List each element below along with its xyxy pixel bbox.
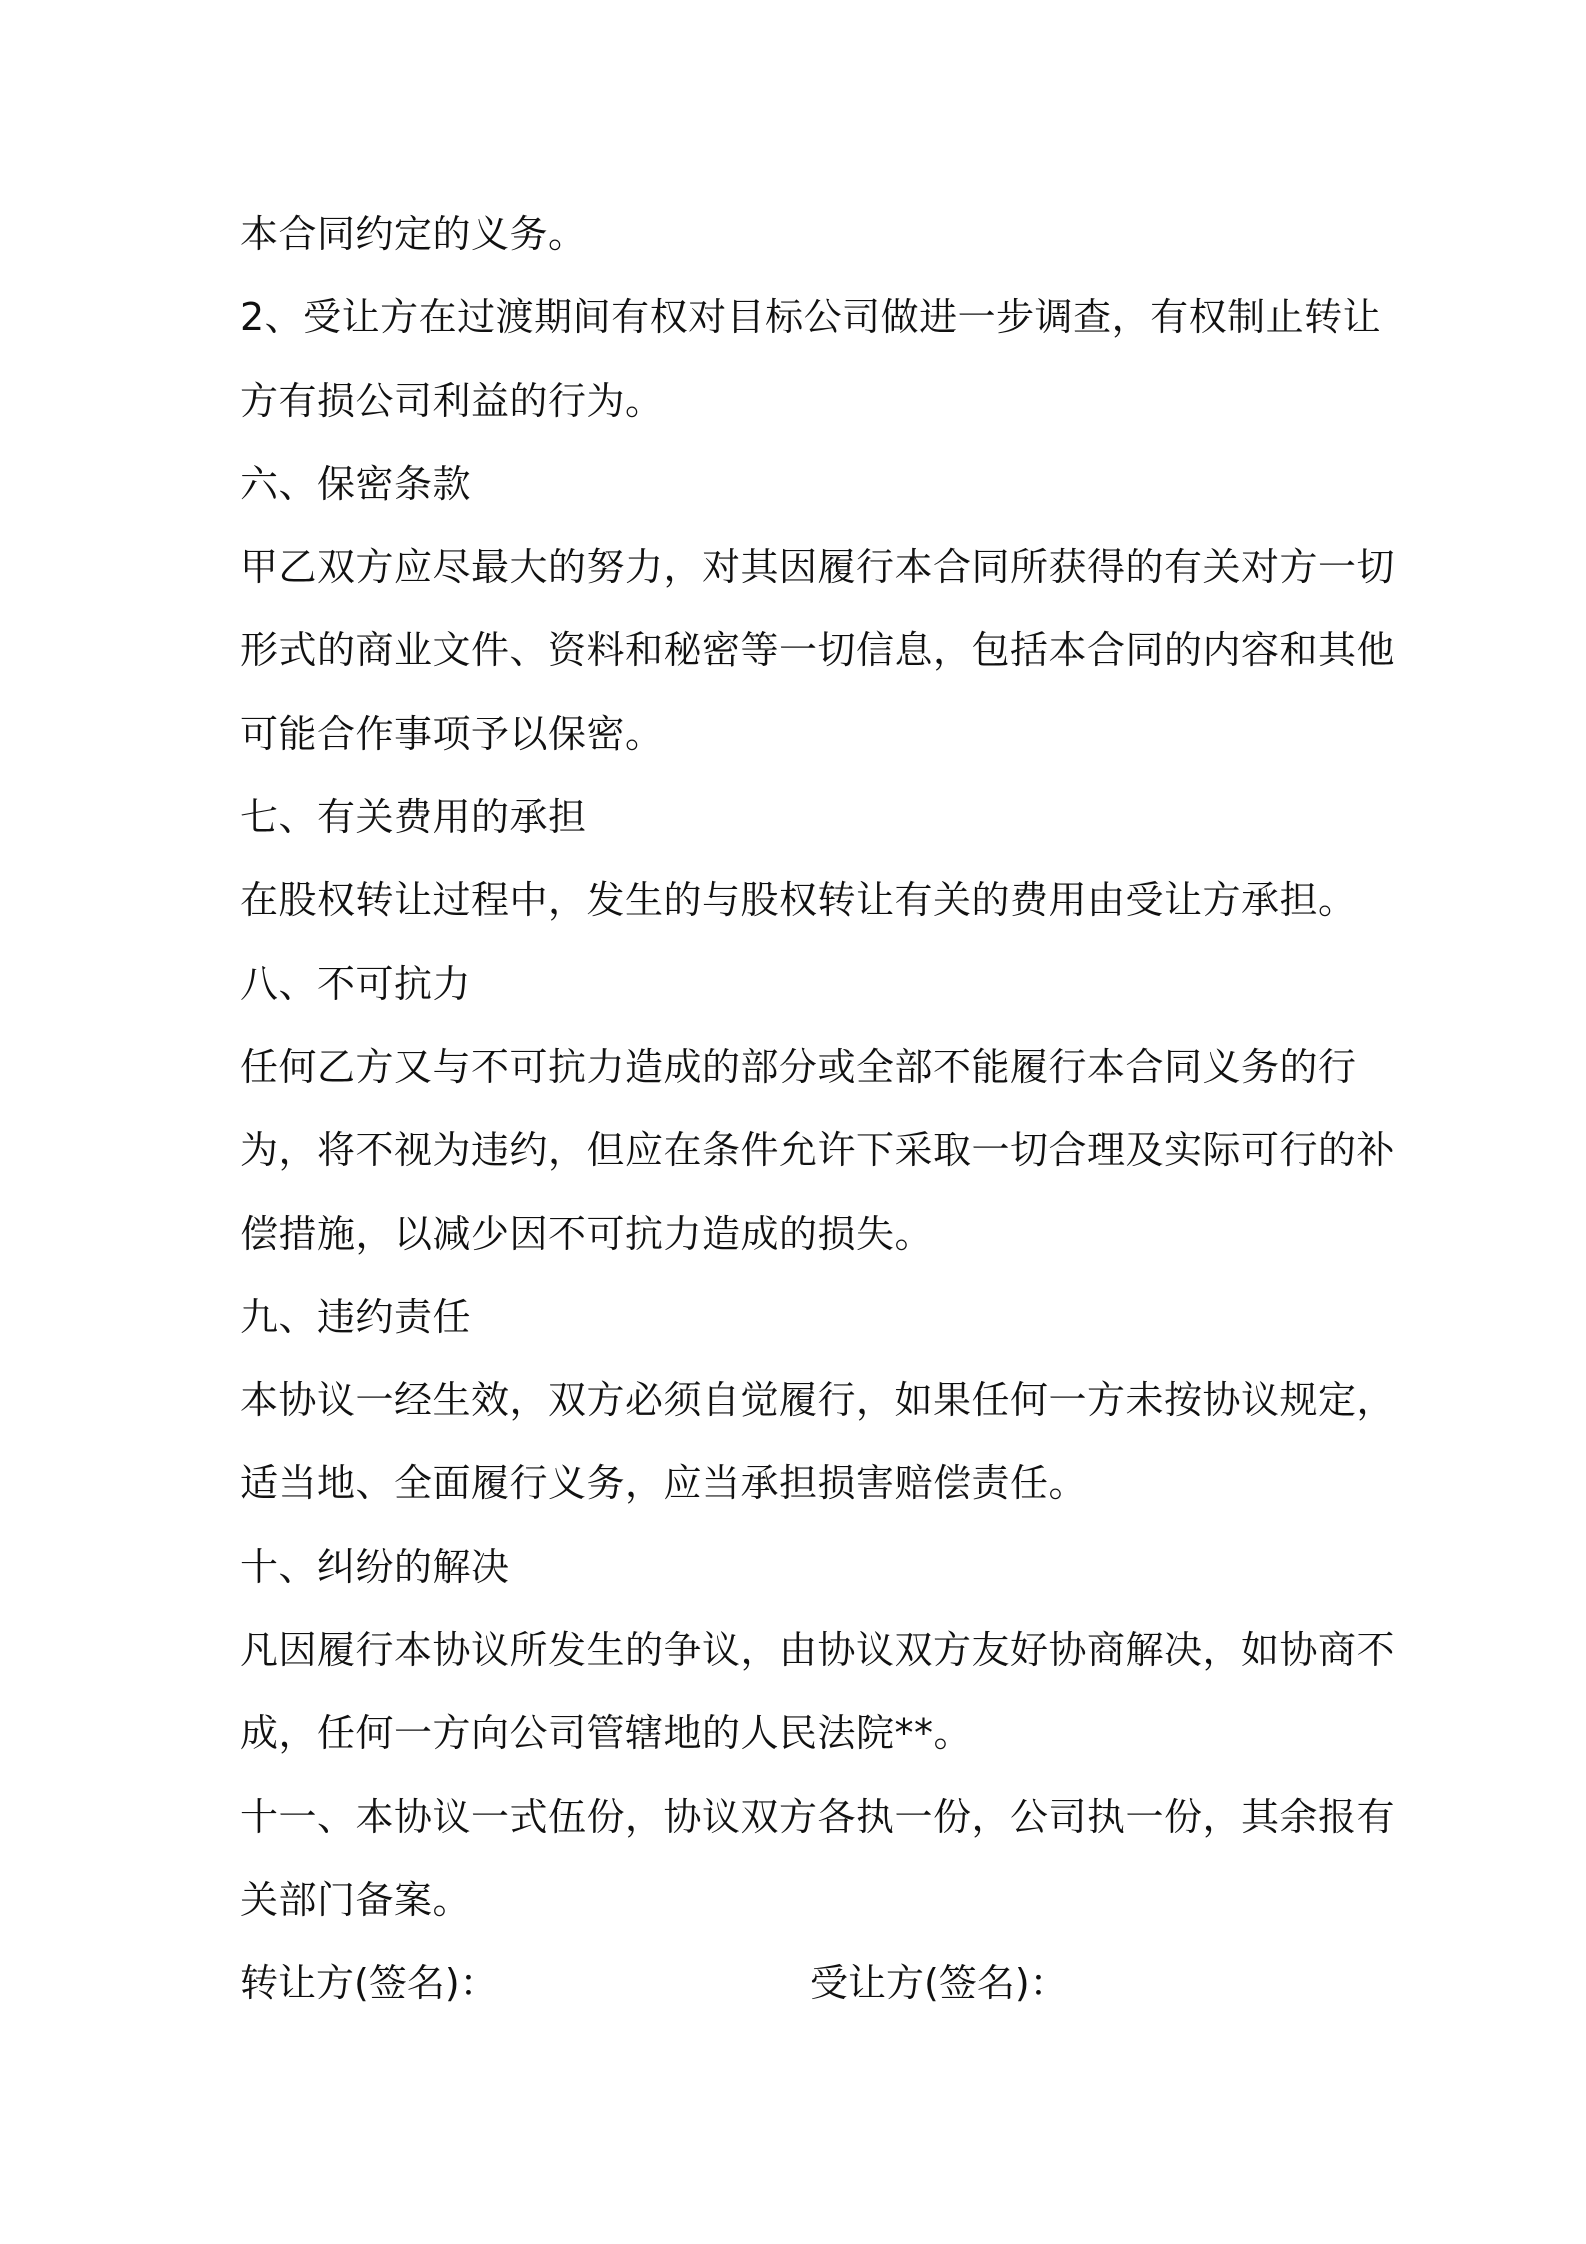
section-heading: 十、纠纷的解决 <box>240 1544 510 1589</box>
text-line: 偿措施，以减少因不可抗力造成的损失。 <box>240 1211 934 1256</box>
transferor-signature-label: 转让方(签名)： <box>240 1961 498 2006</box>
section-heading: 六、保密条款 <box>240 461 472 506</box>
text-line: 形式的商业文件、资料和秘密等一切信息，包括本合同的内容和其他 <box>240 628 1396 673</box>
section-heading: 七、有关费用的承担 <box>240 795 587 840</box>
text-line: 本协议一经生效，双方必须自觉履行，如果任何一方未按协议规定， <box>240 1378 1396 1423</box>
text-line: 凡因履行本协议所发生的争议，由协议双方友好协商解决，如协商不 <box>240 1628 1396 1673</box>
text-line: 甲乙双方应尽最大的努力，对其因履行本合同所获得的有关对方一切 <box>240 545 1396 590</box>
transferee-signature-label: 受让方(签名)： <box>810 1961 1068 2006</box>
text-line: 方有损公司利益的行为。 <box>240 378 664 423</box>
document-body <box>240 193 1396 2026</box>
text-line: 2、受让方在过渡期间有权对目标公司做进一步调查，有权制止转让 <box>240 295 1382 340</box>
text-line: 为，将不视为违约，但应在条件允许下采取一切合理及实际可行的补 <box>240 1128 1396 1173</box>
text-line: 十一、本协议一式伍份，协议双方各执一份，公司执一份，其余报有 <box>240 1794 1396 1839</box>
text-line: 成，任何一方向公司管辖地的人民法院**。 <box>240 1711 973 1756</box>
signature-row <box>240 1942 1360 2025</box>
text-line: 适当地、全面履行义务，应当承担损害赔偿责任。 <box>240 1461 1088 1506</box>
text-line: 本合同约定的义务。 <box>240 212 587 256</box>
section-heading: 九、违约责任 <box>240 1294 472 1339</box>
text-line: 任何乙方又与不可抗力造成的部分或全部不能履行本合同义务的行 <box>240 1044 1357 1089</box>
section-heading: 八、不可抗力 <box>240 961 472 1006</box>
text-line: 可能合作事项予以保密。 <box>240 711 664 756</box>
text-line: 在股权转让过程中，发生的与股权转让有关的费用由受让方承担。 <box>240 878 1357 923</box>
text-line: 关部门备案。 <box>240 1877 472 1922</box>
